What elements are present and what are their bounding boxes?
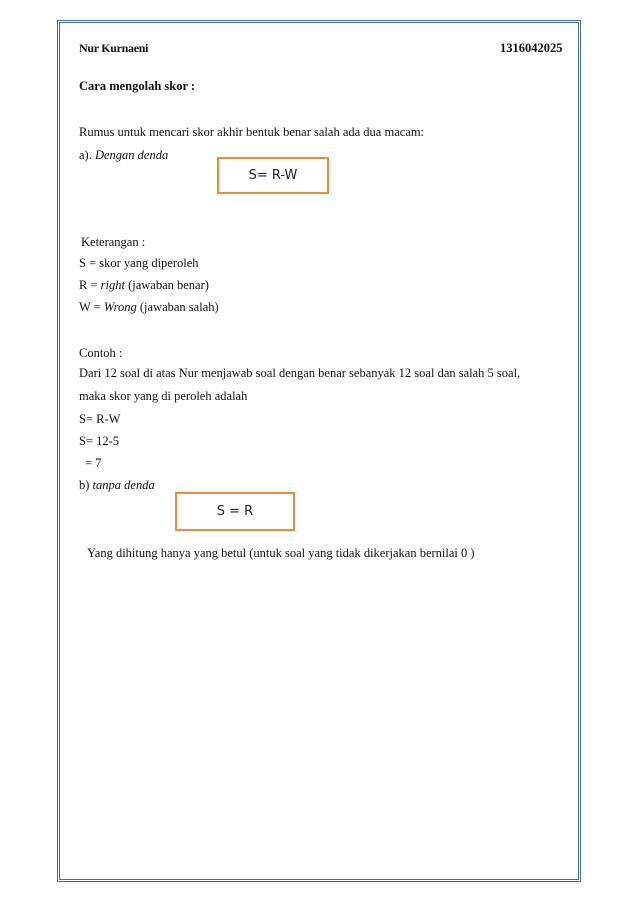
formula-box-without-penalty: S = R (175, 492, 295, 531)
section-title: Cara mengolah skor : (79, 79, 196, 93)
legend-w-prefix: W = (79, 300, 104, 314)
example-calc-1: S= R-W (79, 412, 121, 426)
method-a-heading (79, 149, 168, 162)
legend-r-term: right (100, 278, 125, 292)
example-calc-3: = 7 (85, 456, 102, 470)
legend-s: S = skor yang diperoleh (79, 256, 199, 270)
intro-text: Rumus untuk mencari skor akhir bentuk benar salah ada dua macam: (79, 125, 425, 139)
method-a-prefix: a). (79, 148, 95, 162)
method-a-label: Dengan denda (94, 148, 169, 162)
note-text: Yang dihitung hanya yang betul (untuk soal yang tidak dikerjakan bernilai 0 ) (87, 546, 475, 560)
formula-box-with-penalty: S= R-W (217, 157, 329, 194)
example-title: Contoh : (79, 346, 123, 360)
legend-title: Keterangan : (81, 235, 146, 249)
example-line-1: Dari 12 soal di atas Nur menjawab soal dengan benar sebanyak 12 soal dan salah 5 soal, (79, 366, 521, 380)
example-calc-2: S= 12-5 (79, 434, 120, 448)
legend-w-suffix: (jawaban salah) (136, 300, 219, 314)
method-b-heading (79, 479, 155, 492)
student-id: 1316042025 (500, 41, 563, 55)
author-name: Nur Kurnaeni (79, 41, 149, 55)
method-b-prefix: b) (79, 478, 93, 492)
legend-w-term: Wrong (103, 300, 137, 314)
legend-r-prefix: R = (79, 278, 101, 292)
method-b-label: tanpa denda (92, 478, 155, 492)
legend-r (79, 279, 209, 292)
example-line-2: maka skor yang di peroleh adalah (79, 389, 248, 403)
legend-w (79, 301, 219, 314)
legend-r-suffix: (jawaban benar) (124, 278, 209, 292)
